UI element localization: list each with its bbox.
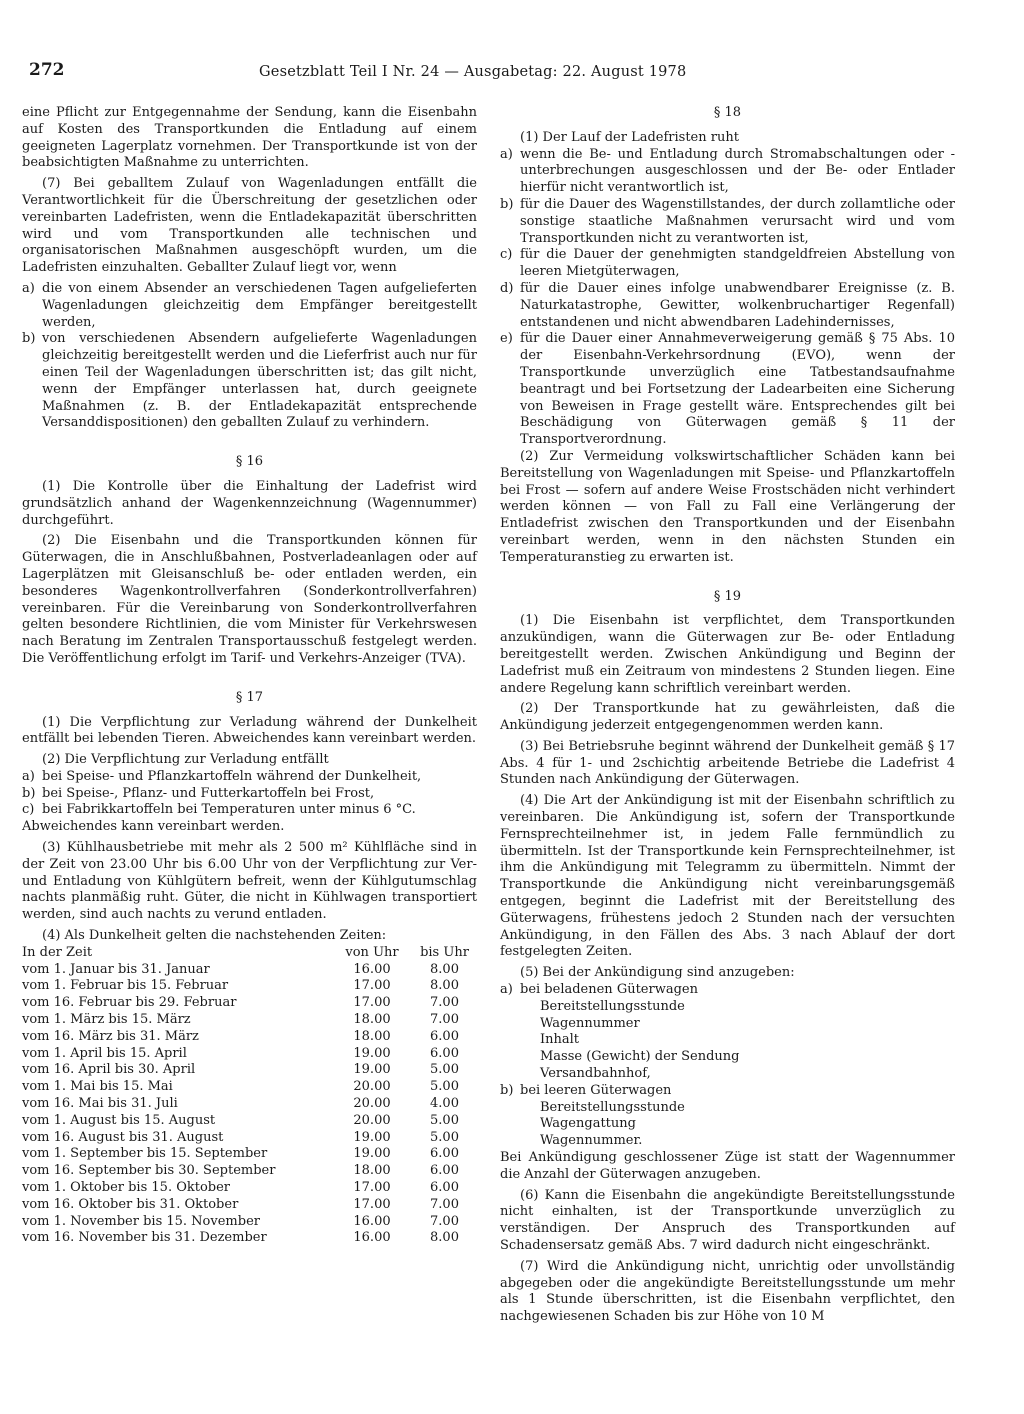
sub-list-b <box>540 1100 955 1150</box>
sub-list-item: Wagengattung <box>540 1116 636 1132</box>
page-number: 272 <box>29 60 65 80</box>
paragraph-s17-2-outro: Abweichendes kann vereinbart werden. <box>22 819 285 835</box>
cell-period: vom 1. November bis 15. November <box>22 1213 260 1229</box>
paragraph-s19-2: (2) Der Transportkunde hat zu gewährleisten, daß die Ankündigung jederzeit entgegengenommen werden kann. <box>500 701 955 734</box>
sub-list-a <box>540 999 955 1083</box>
list-item-text: bei leeren Güterwagen <box>520 1082 672 1098</box>
sub-list-item: Inhalt <box>540 1032 580 1048</box>
column-header-to: bis Uhr <box>420 944 469 960</box>
darkness-times-table <box>22 945 477 1247</box>
list-item-text: bei beladenen Güterwagen <box>520 982 698 998</box>
cell-to: 8.00 <box>430 978 459 994</box>
cell-to: 7.00 <box>430 1196 459 1212</box>
list-item <box>500 147 955 197</box>
cell-to: 5.00 <box>430 1062 459 1078</box>
list-item-text: für die Dauer einer Annahmeverweigerung gemäß § 75 Abs. 10 der Eisenbahn-Verkehrsordnung (EVO), wenn der Transportkunde unverzüglich eine Tatbestandsaufnahme beantragt und bei Fortsetzung der Ladearbeiten eine Sicherung von Beweisen in Frage gestellt wäre. Entsprechendes gilt bei Beschädigung von Güterwagen gemäß § 11 der Transportverordnung. <box>520 331 955 448</box>
right-column <box>500 105 955 1330</box>
cell-to: 6.00 <box>430 1146 459 1162</box>
list-item <box>500 982 955 999</box>
cell-from: 16.00 <box>353 1213 391 1229</box>
paragraph-s17-2: (2) Die Verpflichtung zur Verladung entfällt <box>42 752 329 768</box>
table-row <box>22 1180 477 1197</box>
paragraph-s17-4: (4) Als Dunkelheit gelten die nachstehenden Zeiten: <box>42 928 387 944</box>
paragraph-s17-3: (3) Kühlhausbetriebe mit mehr als 2 500 m² Kühlfläche sind in der Zeit von 23.00 Uhr bis 6.00 Uhr von der Verpflichtung zur Ver- und Entladung von Kühlgütern befreit, wenn der Kühlgutumschlag nachts planmäßig ruht. Güter, die nicht in Kühlwagen transportiert werden, sind auch nachts zu verund entladen. <box>22 840 477 923</box>
list-item-text: bei Speise-, Pflanz- und Futterkartoffeln bei Frost, <box>42 785 375 801</box>
column-header-from: von Uhr <box>345 944 399 960</box>
cell-period: vom 1. Mai bis 15. Mai <box>22 1079 173 1095</box>
list-item-text: für die Dauer eines infolge unabwendbarer Ereignisse (z. B. Naturkatastrophe, Gewitter, wolkenbruchartiger Regenfall) entstandenen und nicht abwendbaren Ladehindernisses, <box>520 280 955 330</box>
cell-period: vom 16. November bis 31. Dezember <box>22 1230 267 1246</box>
cell-from: 19.00 <box>353 1129 391 1145</box>
cell-from: 17.00 <box>353 995 391 1011</box>
paragraph-s19-1: (1) Die Eisenbahn ist verpflichtet, dem Transportkunden anzukündigen, wann die Güterwagen zur Be- oder Entladung bereitgestellt werden. Zwischen Ankündigung und Beginn der Ladefrist muß ein Zeitraum von mindestens 2 Stunden liegen. Eine andere Regelung kann schriftlich vereinbart werden. <box>500 613 955 696</box>
column-header-period: In der Zeit <box>22 944 93 960</box>
list-item-text: die von einem Absender an verschiedenen Tagen aufgelieferten Wagenladungen gleichzeitig dem Empfänger bereitgestellt werden, <box>42 280 477 330</box>
cell-from: 20.00 <box>353 1079 391 1095</box>
list-item <box>500 1083 955 1100</box>
sub-list-item: Bereitstellungsstunde <box>540 1099 685 1115</box>
list-s18-1 <box>500 147 955 449</box>
list-item-text: bei Fabrikkartoffeln bei Temperaturen unter minus 6 °C. <box>42 802 416 818</box>
page-header-title: Gesetzblatt Teil I Nr. 24 — Ausgabetag: 22. August 1978 <box>259 64 687 80</box>
sub-list-item: Masse (Gewicht) der Sendung <box>540 1049 740 1065</box>
list-item-label: a) <box>500 982 513 998</box>
cell-period: vom 1. August bis 15. August <box>22 1112 216 1128</box>
list-s17-2 <box>22 769 477 819</box>
cell-period: vom 16. März bis 31. März <box>22 1028 199 1044</box>
cell-from: 16.00 <box>353 1230 391 1246</box>
cell-to: 6.00 <box>430 1045 459 1061</box>
paragraph-s18-2: (2) Zur Vermeidung volkswirtschaftlicher Schäden kann bei Bereitstellung von Wagenladungen mit Speise- und Pflanzkartoffeln bei Frost — sofern auf andere Weise Frostschäden nicht verhindert werden können — von Fall zu Fall eine Verlängerung der Entladefrist zwischen den Transportkunden und der Eisenbahn vereinbart werden, wenn in den nächsten Stunden ein Temperaturanstieg zu erwarten ist. <box>500 448 955 565</box>
cell-to: 7.00 <box>430 1213 459 1229</box>
cell-from: 20.00 <box>353 1112 391 1128</box>
cell-from: 18.00 <box>353 1028 391 1044</box>
paragraph-s19-5: (5) Bei der Ankündigung sind anzugeben: <box>520 965 795 981</box>
list-item-label: a) <box>500 146 513 162</box>
paragraph-s19-7: (7) Wird die Ankündigung nicht, unrichtig oder unvollständig abgegeben oder die angekündigte Bereitstellungsstunde um mehr als 1 Stunde überschritten, ist die Eisenbahn verpflichtet, den nachgewiesenen Schaden bis zur Höhe von 10 M <box>500 1258 955 1325</box>
cell-to: 6.00 <box>430 1028 459 1044</box>
list-item <box>22 331 477 432</box>
cell-period: vom 16. Mai bis 31. Juli <box>22 1096 178 1112</box>
cell-period: vom 1. April bis 15. April <box>22 1045 187 1061</box>
cell-to: 5.00 <box>430 1129 459 1145</box>
list-item <box>22 769 477 786</box>
list-item <box>500 197 955 247</box>
cell-from: 18.00 <box>353 1163 391 1179</box>
table-header-row <box>22 945 477 962</box>
table-row <box>22 978 477 995</box>
table-row <box>22 1046 477 1063</box>
left-column <box>22 105 477 1247</box>
paragraph-s19-4: (4) Die Art der Ankündigung ist mit der Eisenbahn schriftlich zu vereinbaren. Die Ankündigung ist, sofern der Transportkunde Fernsprechteilnehmer ist, in jedem Falle fernmündlich zu übermitteln. Ist der Transportkunde kein Fernsprechteilnehmer, ist ihm die Ankündigung mit Telegramm zu übermitteln. Nimmt der Transportkunde die Ankündigung nicht vereinbarungsgemäß entgegen, beginnt die Ladefrist mit der Bereitstellung des Güterwagens, frühestens jedoch 2 Stunden nach der versuchten Ankündigung, in den Fällen des Abs. 3 nach Ablauf der dort festgelegten Zeiten. <box>500 793 955 960</box>
list-item-text: für die Dauer der genehmigten standgeldfreien Abstellung von leeren Mietgüterwagen, <box>520 247 955 280</box>
table-row <box>22 995 477 1012</box>
cell-from: 19.00 <box>353 1146 391 1162</box>
list-item-text: von verschiedenen Absendern aufgelieferte Wagenladungen gleichzeitig bereitgestellt werden und die Lieferfrist auch nur für einen Teil der Wagenladungen überschritten ist; das gilt nicht, wenn der Empfänger unterlassen hat, durch geeignete Maßnahmen (z. B. der Entladekapazität entsprechende Versanddispositionen) den geballten Zulauf zu verhindern. <box>42 331 477 431</box>
list-s19-5 <box>500 982 955 1150</box>
list-item-label: b) <box>500 196 514 212</box>
cell-period: vom 1. September bis 15. September <box>22 1146 268 1162</box>
cell-from: 18.00 <box>353 1012 391 1028</box>
cell-period: vom 1. Oktober bis 15. Oktober <box>22 1180 231 1196</box>
paragraph-s19-6: (6) Kann die Eisenbahn die angekündigte Bereitstellungsstunde nicht einhalten, ist der Transportkunde unverzüglich zu verständigen. Der Anspruch des Transportkunden auf Schadensersatz gemäß Abs. 7 wird dadurch nicht eingeschränkt. <box>500 1187 955 1253</box>
table-row <box>22 1197 477 1214</box>
list-item-text: bei Speise- und Pflanzkartoffeln während der Dunkelheit, <box>42 768 422 784</box>
list-item-label: a) <box>22 280 35 296</box>
cell-from: 20.00 <box>353 1096 391 1112</box>
paragraph-s18-1: (1) Der Lauf der Ladefristen ruht <box>520 129 739 145</box>
cell-period: vom 16. Februar bis 29. Februar <box>22 995 237 1011</box>
table-row <box>22 1230 477 1247</box>
cell-to: 8.00 <box>430 1230 459 1246</box>
cell-from: 19.00 <box>353 1045 391 1061</box>
cell-from: 16.00 <box>353 961 391 977</box>
paragraph-s19-3: (3) Bei Betriebsruhe beginnt während der Dunkelheit gemäß § 17 Abs. 4 für 1- und 2schichtig arbeitende Betriebe die Ladefrist 4 Stunden nach Ankündigung der Güterwagen. <box>500 738 955 788</box>
list-item <box>22 786 477 803</box>
cell-to: 7.00 <box>430 995 459 1011</box>
paragraph-intro: eine Pflicht zur Entgegennahme der Sendung, kann die Eisenbahn auf Kosten des Transportkunden die Entladung auf einem geeigneten Lagerplatz vornehmen. Der Transportkunde ist von der beabsichtigten Maßnahme zu unterrichten. <box>22 105 477 171</box>
table-row <box>22 1029 477 1046</box>
sub-list-item: Wagennummer. <box>540 1133 643 1149</box>
cell-to: 7.00 <box>430 1012 459 1028</box>
table-row <box>22 1163 477 1180</box>
cell-to: 4.00 <box>430 1096 459 1112</box>
cell-to: 5.00 <box>430 1079 459 1095</box>
table-row <box>22 1096 477 1113</box>
cell-to: 5.00 <box>430 1112 459 1128</box>
paragraph-s17-1: (1) Die Verpflichtung zur Verladung während der Dunkelheit entfällt bei lebenden Tieren. Abweichendes kann vereinbart werden. <box>22 714 477 747</box>
list-item-label: c) <box>22 802 35 818</box>
list-item-text: wenn die Be- und Entladung durch Stromabschaltungen oder -unterbrechungen ausgeschlossen und der Be- oder Entlader hierfür nicht verantwortlich ist, <box>520 146 955 196</box>
table-row <box>22 1130 477 1147</box>
table-row <box>22 1146 477 1163</box>
cell-to: 6.00 <box>430 1180 459 1196</box>
sub-list-item: Bereitstellungsstunde <box>540 998 685 1014</box>
table-row <box>22 1079 477 1096</box>
list-item-label: e) <box>500 331 513 347</box>
list-s15-7 <box>22 281 477 432</box>
section-heading-17: § 17 <box>235 689 264 705</box>
list-item-label: a) <box>22 768 35 784</box>
cell-from: 17.00 <box>353 978 391 994</box>
sub-list-item: Wagennummer <box>540 1015 640 1031</box>
list-item <box>22 281 477 331</box>
section-heading-16: § 16 <box>235 454 264 470</box>
cell-period: vom 16. August bis 31. August <box>22 1129 224 1145</box>
cell-period: vom 1. Februar bis 15. Februar <box>22 978 229 994</box>
cell-from: 17.00 <box>353 1180 391 1196</box>
section-heading-19: § 19 <box>713 588 742 604</box>
list-item-label: b) <box>22 785 36 801</box>
section-heading-18: § 18 <box>713 105 742 120</box>
table-row <box>22 1214 477 1231</box>
paragraph-s19-5-outro: Bei Ankündigung geschlossener Züge ist statt der Wagennummer die Anzahl der Güterwagen anzugeben. <box>500 1150 955 1182</box>
cell-period: vom 1. März bis 15. März <box>22 1012 191 1028</box>
list-item-label: d) <box>500 280 514 296</box>
list-item <box>500 247 955 281</box>
table-body <box>22 962 477 1248</box>
table-row <box>22 1062 477 1079</box>
list-item-label: b) <box>22 331 36 347</box>
list-item-label: c) <box>500 247 513 263</box>
list-item-label: b) <box>500 1082 514 1098</box>
cell-period: vom 1. Januar bis 31. Januar <box>22 961 210 977</box>
cell-from: 17.00 <box>353 1196 391 1212</box>
paragraph-s16-2: (2) Die Eisenbahn und die Transportkunden können für Güterwagen, die in Anschlußbahnen, Postverladeanlagen oder auf Lagerplätzen mit Gleisanschluß be- oder entladen werden, ein besonderes Wagenkontrollverfahren (Sonderkontrollverfahren) vereinbaren. Für die Vereinbarung von Sonderkontrollverfahren gelten besondere Richtlinien, die vom Minister für Verkehrswesen nach Beratung im Zentralen Transportausschuß festgelegt werden. Die Veröffentlichung erfolgt im Tarif- und Verkehrs-Anzeiger (TVA). <box>22 533 477 666</box>
paragraph-s16-1: (1) Die Kontrolle über die Einhaltung der Ladefrist wird grundsätzlich anhand der Wagenkennzeichnung (Wagennummer) durchgeführt. <box>22 478 477 528</box>
list-item-text: für die Dauer des Wagenstillstandes, der durch zollamtliche oder sonstige staatliche Maßnahmen verursacht wird und vom Transportkunden nicht zu verantworten ist, <box>520 196 955 246</box>
cell-to: 8.00 <box>430 961 459 977</box>
cell-to: 6.00 <box>430 1163 459 1179</box>
sub-list-item: Versandbahnhof, <box>540 1066 651 1082</box>
list-item <box>500 331 955 449</box>
paragraph-s15-7: (7) Bei geballtem Zulauf von Wagenladungen entfällt die Verantwortlichkeit für die Überschreitung der gesetzlichen oder vereinbarten Ladefristen, wenn die Entladekapazität überschritten wird und vom Transportkunden alle technischen und organisatorischen Maßnahmen ausgeschöpft wurden, um die Ladefristen einzuhalten. Geballter Zulauf liegt vor, wenn <box>22 176 477 276</box>
cell-period: vom 16. Oktober bis 31. Oktober <box>22 1196 239 1212</box>
table-row <box>22 1012 477 1029</box>
cell-period: vom 16. September bis 30. September <box>22 1163 276 1179</box>
table-row <box>22 1113 477 1130</box>
cell-period: vom 16. April bis 30. April <box>22 1062 196 1078</box>
cell-from: 19.00 <box>353 1062 391 1078</box>
list-item <box>22 802 477 819</box>
table-row <box>22 962 477 979</box>
list-item <box>500 281 955 331</box>
